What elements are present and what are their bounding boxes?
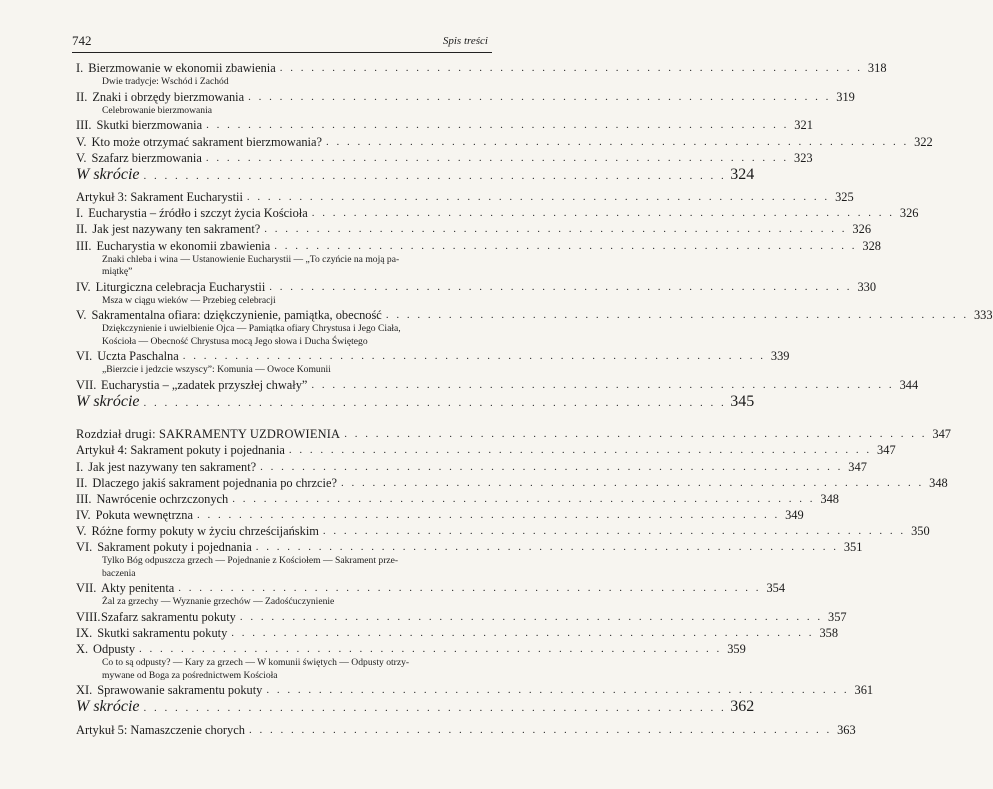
toc-subentry: Msza w ciągu wieków — Przebieg celebracji bbox=[102, 294, 276, 306]
toc-page-number: 361 bbox=[854, 683, 874, 698]
dot-leader bbox=[266, 683, 849, 698]
toc-entry-title: Liturgiczna celebracja Eucharystii bbox=[95, 279, 266, 294]
toc-page-number: 319 bbox=[836, 89, 855, 104]
toc-page-number: 348 bbox=[929, 475, 948, 490]
toc-roman-numeral: IV. bbox=[76, 508, 91, 523]
toc-roman-numeral: XI. bbox=[76, 683, 93, 698]
toc-page-number: 363 bbox=[837, 722, 856, 737]
toc-entry bbox=[76, 89, 855, 105]
toc-entry-title: Uczta Paschalna bbox=[97, 349, 179, 364]
toc-article bbox=[76, 189, 854, 205]
toc-entry-title: Skutki sakramentu pokuty bbox=[97, 626, 228, 641]
toc-entry-title: Pokuta wewnętrzna bbox=[95, 508, 193, 523]
toc-summary bbox=[76, 698, 755, 716]
toc-page-number: 318 bbox=[867, 61, 887, 76]
toc-entry bbox=[76, 221, 872, 237]
toc-roman-numeral: II. bbox=[76, 222, 88, 237]
toc-entry-title: Artykuł 3: Sakrament Eucharystii bbox=[76, 190, 243, 205]
toc-page-number: 347 bbox=[877, 443, 896, 458]
toc-subentry: Co to są odpusty? — Kary za grzech — W komunii świętych — Odpusty otrzy- bbox=[102, 657, 410, 669]
dot-leader bbox=[269, 280, 852, 295]
toc-roman-numeral: IV. bbox=[76, 279, 91, 294]
dot-leader bbox=[248, 90, 831, 105]
dot-leader bbox=[274, 239, 857, 254]
dot-leader bbox=[326, 135, 909, 150]
toc-subentry: Dziękczynienie i uwielbienie Ojca — Pamiątka ofiary Chrystusa i Jego Ciała, bbox=[102, 323, 401, 335]
toc-page-number: 347 bbox=[932, 427, 951, 442]
dot-leader bbox=[139, 642, 722, 657]
toc-page-number: 359 bbox=[727, 642, 746, 657]
toc-page-number: 324 bbox=[730, 165, 755, 183]
toc-article bbox=[76, 722, 856, 738]
dot-leader bbox=[341, 476, 924, 491]
toc-entry bbox=[76, 307, 993, 323]
dot-leader bbox=[240, 610, 823, 625]
toc-entry bbox=[76, 475, 948, 491]
toc-entry-title: W skrócie bbox=[76, 165, 140, 183]
toc-subentry: Kościoła — Obecność Chrystusa mocą Jego słowa i Ducha Świętego bbox=[102, 335, 368, 347]
dot-leader bbox=[144, 170, 727, 182]
toc-roman-numeral: III. bbox=[76, 238, 92, 253]
summary-spacer bbox=[76, 409, 488, 416]
toc-page-number: 326 bbox=[852, 222, 872, 237]
toc-page-number: 351 bbox=[843, 540, 863, 555]
toc-entry-title: Bierzmowanie w ekonomii zbawienia bbox=[88, 61, 276, 76]
table-of-contents bbox=[76, 60, 993, 738]
dot-leader bbox=[206, 118, 789, 133]
page-number: 742 bbox=[72, 33, 92, 48]
toc-entry bbox=[76, 625, 839, 641]
dot-leader bbox=[247, 190, 830, 205]
toc-entry-title: W skrócie bbox=[76, 392, 140, 410]
toc-page-number: 328 bbox=[862, 238, 881, 253]
toc-entry-title: Dlaczego jakiś sakrament pojednania po chrzcie? bbox=[92, 475, 337, 490]
toc-entry-title: Artykuł 5: Namaszczenie chorych bbox=[76, 722, 245, 737]
toc-entry-title: Akty penitenta bbox=[101, 581, 175, 596]
toc-entry-title: Szafarz sakramentu pokuty bbox=[101, 609, 236, 624]
toc-page-number: 333 bbox=[973, 308, 993, 323]
dot-leader bbox=[231, 626, 814, 641]
toc-entry bbox=[76, 539, 863, 555]
dot-leader bbox=[183, 349, 766, 364]
toc-entry-title: Sakramentalna ofiara: dziękczynienie, pamiątka, obecność bbox=[91, 308, 382, 323]
toc-page-number: 349 bbox=[785, 508, 804, 523]
toc-entry-title: Odpusty bbox=[93, 642, 136, 657]
toc-entry bbox=[76, 682, 874, 698]
dot-leader bbox=[280, 61, 863, 76]
toc-entry bbox=[76, 348, 790, 364]
toc-entry bbox=[76, 491, 839, 507]
toc-summary bbox=[76, 165, 755, 183]
toc-page-number: 339 bbox=[770, 349, 790, 364]
dot-leader bbox=[264, 222, 847, 237]
toc-page-number: 330 bbox=[857, 279, 877, 294]
toc-page-number: 325 bbox=[835, 190, 854, 205]
dot-leader bbox=[311, 378, 894, 393]
dot-leader bbox=[232, 492, 815, 507]
dot-leader bbox=[178, 581, 761, 596]
toc-page-number: 322 bbox=[914, 134, 933, 149]
toc-subentry: Znaki chleba i wina — Ustanowienie Eucharystii — „To czyńcie na moją pa- bbox=[102, 253, 400, 265]
dot-leader bbox=[344, 427, 927, 442]
toc-page-number: 323 bbox=[794, 150, 813, 165]
dot-leader bbox=[386, 308, 969, 323]
header-rule bbox=[72, 52, 492, 53]
toc-entry-title: Skutki bierzmowania bbox=[96, 118, 203, 133]
toc-page-number: 354 bbox=[766, 581, 786, 596]
toc-roman-numeral: I. bbox=[76, 61, 84, 76]
toc-entry-title: Artykuł 4: Sakrament pokuty i pojednania bbox=[76, 443, 285, 458]
toc-roman-numeral: VII. bbox=[76, 581, 97, 596]
toc-page-number: 357 bbox=[828, 609, 847, 624]
toc-entry-title: Znaki i obrzędy bierzmowania bbox=[92, 89, 245, 104]
toc-entry-title: Eucharystia – źródło i szczyt życia Kościoła bbox=[88, 206, 308, 221]
toc-page-number: 347 bbox=[848, 459, 867, 474]
toc-entry bbox=[76, 278, 877, 294]
toc-entry-title: W skrócie bbox=[76, 698, 140, 716]
toc-entry bbox=[76, 150, 813, 166]
toc-roman-numeral: II. bbox=[76, 89, 88, 104]
summary-spacer bbox=[76, 182, 488, 189]
toc-entry-title: Sprawowanie sakramentu pokuty bbox=[97, 683, 263, 698]
toc-entry-title: Szafarz bierzmowania bbox=[91, 150, 202, 165]
toc-roman-numeral: V. bbox=[76, 134, 87, 149]
toc-entry bbox=[76, 580, 786, 596]
toc-page-number: 358 bbox=[819, 626, 839, 641]
toc-page-number: 326 bbox=[899, 206, 919, 221]
toc-roman-numeral: VI. bbox=[76, 349, 93, 364]
toc-roman-numeral: I. bbox=[76, 459, 84, 474]
toc-entry-title: Nawrócenie ochrzczonych bbox=[96, 491, 229, 506]
dot-leader bbox=[197, 508, 780, 523]
toc-roman-numeral: VIII. bbox=[76, 609, 101, 624]
toc-entry bbox=[76, 60, 887, 76]
toc-page-number: 345 bbox=[730, 392, 755, 410]
toc-page-number: 348 bbox=[820, 491, 839, 506]
dot-leader bbox=[312, 206, 895, 221]
toc-roman-numeral: I. bbox=[76, 206, 84, 221]
dot-leader bbox=[256, 540, 839, 555]
toc-entry bbox=[76, 237, 881, 253]
toc-chapter bbox=[76, 426, 951, 442]
toc-roman-numeral: V. bbox=[76, 308, 87, 323]
toc-entry bbox=[76, 377, 919, 393]
toc-subentry: Dwie tradycje: Wschód i Zachód bbox=[102, 76, 229, 88]
toc-roman-numeral: II. bbox=[76, 475, 88, 490]
toc-subentry: miątkę” bbox=[102, 266, 133, 278]
toc-entry bbox=[76, 205, 919, 221]
toc-entry-title: Eucharystia w ekonomii zbawienia bbox=[96, 238, 271, 253]
toc-entry bbox=[76, 133, 933, 149]
toc-entry bbox=[76, 458, 867, 474]
dot-leader bbox=[206, 151, 789, 166]
page-header bbox=[72, 33, 488, 49]
toc-page-number: 362 bbox=[730, 698, 755, 716]
toc-roman-numeral: V. bbox=[76, 524, 87, 539]
dot-leader bbox=[289, 443, 872, 458]
toc-roman-numeral: VII. bbox=[76, 377, 97, 392]
toc-subentry: Celebrowanie bierzmowania bbox=[102, 104, 213, 116]
dot-leader bbox=[323, 524, 906, 539]
toc-entry-title: Rozdział drugi: SAKRAMENTY UZDROWIENIA bbox=[76, 427, 341, 442]
running-title: Spis treści bbox=[442, 35, 488, 47]
toc-subentry: baczenia bbox=[102, 567, 136, 579]
toc-subentry: mywane od Boga za pośrednictwem Kościoła bbox=[102, 669, 278, 681]
toc-roman-numeral: X. bbox=[76, 642, 89, 657]
toc-entry-title: Różne formy pokuty w życiu chrześcijańskim bbox=[91, 524, 319, 539]
dot-leader bbox=[144, 702, 727, 714]
summary-spacer bbox=[76, 715, 488, 722]
toc-page-number: 350 bbox=[911, 524, 930, 539]
toc-entry-title: Kto może otrzymać sakrament bierzmowania? bbox=[91, 134, 322, 149]
toc-article bbox=[76, 442, 896, 458]
toc-page-number: 321 bbox=[794, 118, 813, 133]
dot-leader bbox=[249, 723, 832, 738]
toc-entry-title: Jak jest nazywany ten sakrament? bbox=[92, 222, 261, 237]
toc-entry bbox=[76, 117, 813, 133]
toc-subentry: Żal za grzechy — Wyznanie grzechów — Zadośćuczynienie bbox=[102, 596, 335, 608]
section-gap bbox=[76, 416, 488, 426]
toc-entry bbox=[76, 609, 847, 625]
toc-summary bbox=[76, 392, 755, 410]
toc-entry bbox=[76, 641, 746, 657]
toc-roman-numeral: III. bbox=[76, 491, 92, 506]
toc-entry bbox=[76, 523, 930, 539]
toc-subentry: Tylko Bóg odpuszcza grzech — Pojednanie z Kościołem — Sakrament prze- bbox=[102, 555, 399, 567]
toc-subentry: „Bierzcie i jedzcie wszyscy”: Komunia — Owoce Komunii bbox=[102, 364, 331, 376]
toc-page-number: 344 bbox=[899, 377, 919, 392]
toc-roman-numeral: III. bbox=[76, 118, 92, 133]
toc-entry bbox=[76, 507, 804, 523]
toc-roman-numeral: VI. bbox=[76, 540, 93, 555]
toc-roman-numeral: V. bbox=[76, 150, 87, 165]
toc-entry-title: Jak jest nazywany ten sakrament? bbox=[88, 459, 257, 474]
dot-leader bbox=[260, 460, 843, 475]
toc-roman-numeral: IX. bbox=[76, 626, 93, 641]
toc-entry-title: Sakrament pokuty i pojednania bbox=[97, 540, 252, 555]
toc-entry-title: Eucharystia – „zadatek przyszłej chwały” bbox=[101, 377, 308, 392]
dot-leader bbox=[144, 397, 727, 409]
